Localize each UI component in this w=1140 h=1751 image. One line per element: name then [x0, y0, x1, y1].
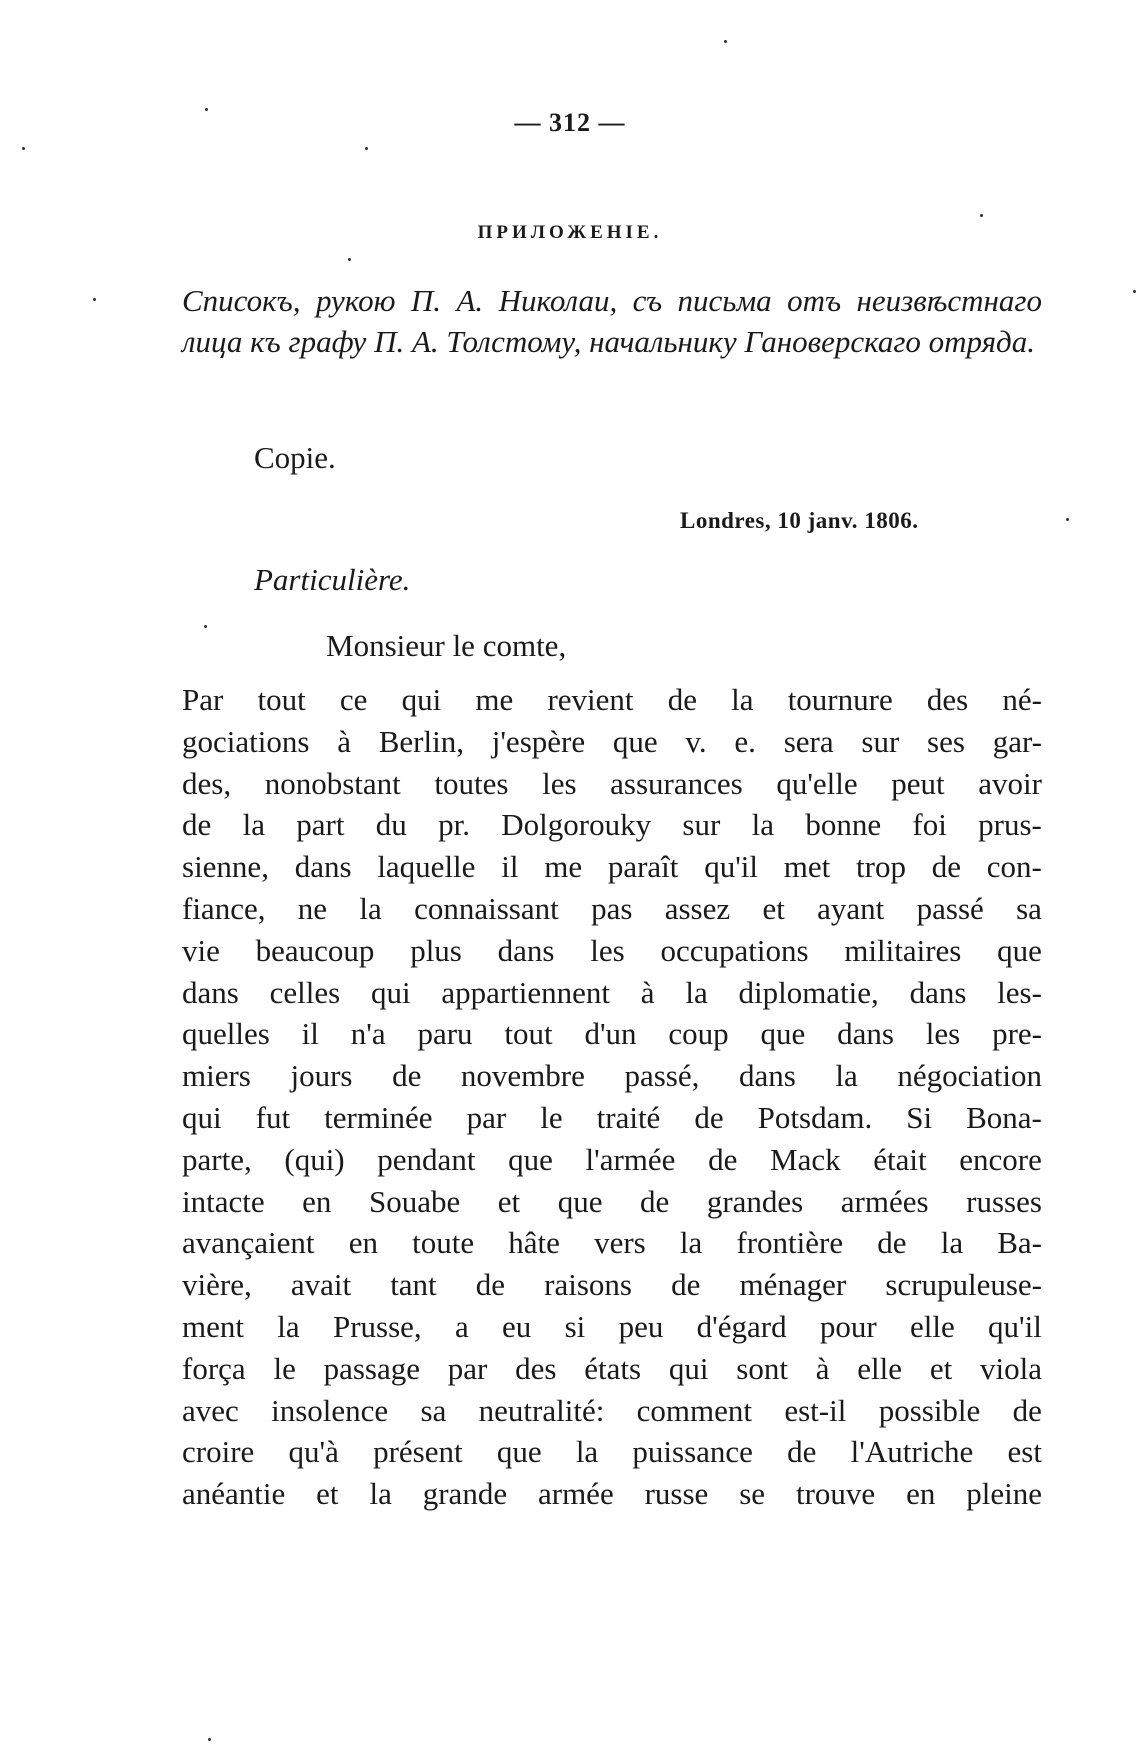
- dateline: Londres, 10 janv. 1806.: [680, 508, 919, 533]
- scan-speck: [980, 214, 983, 217]
- body-line: gociations à Berlin, j'espère que v. e. sera sur ses gar-: [182, 723, 1042, 759]
- particuliere-label: Particulière.: [254, 562, 411, 597]
- body-line: qui fut terminée par le traité de Potsdam. Si Bona-: [182, 1099, 1042, 1135]
- body-line: anéantie et la grande armée russe se trouve en pleine: [182, 1476, 1042, 1512]
- letter-body: [182, 679, 1042, 1515]
- body-line: avec insolence sa neutralité: comment est-il possible de: [182, 1392, 1042, 1428]
- scan-speck: [724, 40, 727, 43]
- body-line: dans celles qui appartiennent à la diplomatie, dans les-: [182, 974, 1042, 1010]
- body-line: parte, (qui) pendant que l'armée de Mack était encore: [182, 1141, 1042, 1177]
- body-line: vie beaucoup plus dans les occupations militaires que: [182, 932, 1042, 968]
- body-line: fiance, ne la connaissant pas assez et ayant passé sa: [182, 890, 1042, 926]
- body-line: miers jours de novembre passé, dans la négociation: [182, 1058, 1042, 1094]
- scan-speck: [208, 1738, 211, 1741]
- body-line: força le passage par des états qui sont à elle et viola: [182, 1350, 1042, 1386]
- body-line: intacte en Souabe et que de grandes armées russes: [182, 1183, 1042, 1219]
- copie-label: Copie.: [254, 440, 336, 475]
- scan-speck: [205, 108, 208, 111]
- salutation: Monsieur le comte,: [326, 628, 567, 663]
- body-line: ment la Prusse, a eu si peu d'égard pour elle qu'il: [182, 1308, 1042, 1344]
- page-number: — 312 —: [514, 108, 626, 137]
- scan-speck: [348, 258, 351, 261]
- body-line: vière, avait tant de raisons de ménager scrupuleuse-: [182, 1267, 1042, 1303]
- body-line: de la part du pr. Dolgorouky sur la bonne foi prus-: [182, 807, 1042, 843]
- body-line: des, nonobstant toutes les assurances qu'elle peut avoir: [182, 765, 1042, 801]
- body-line: Par tout ce qui me revient de la tournure des né-: [182, 682, 1042, 717]
- scan-speck: [22, 147, 25, 150]
- body-line: croire qu'à présent que la puissance de l'Autriche est: [182, 1434, 1042, 1470]
- scan-speck: [1133, 290, 1136, 293]
- body-line: avançaient en toute hâte vers la frontière de la Ba-: [182, 1225, 1042, 1261]
- scan-speck: [365, 147, 368, 150]
- scan-speck: [1066, 518, 1069, 521]
- body-line: quelles il n'a paru tout d'un coup que dans les pre-: [182, 1016, 1042, 1052]
- scan-speck: [204, 625, 207, 628]
- section-heading: ПРИЛОЖЕНIЕ.: [477, 222, 663, 243]
- body-line: sienne, dans laquelle il me paraît qu'il met trop de con-: [182, 849, 1042, 885]
- intro-paragraph: Списокъ, рукою П. А. Николаи, съ письма отъ неизвѣстнаго лица къ графу П. А. Толстому, начальнику Гановерскаго отряда.: [182, 283, 1042, 359]
- scan-speck: [93, 298, 96, 301]
